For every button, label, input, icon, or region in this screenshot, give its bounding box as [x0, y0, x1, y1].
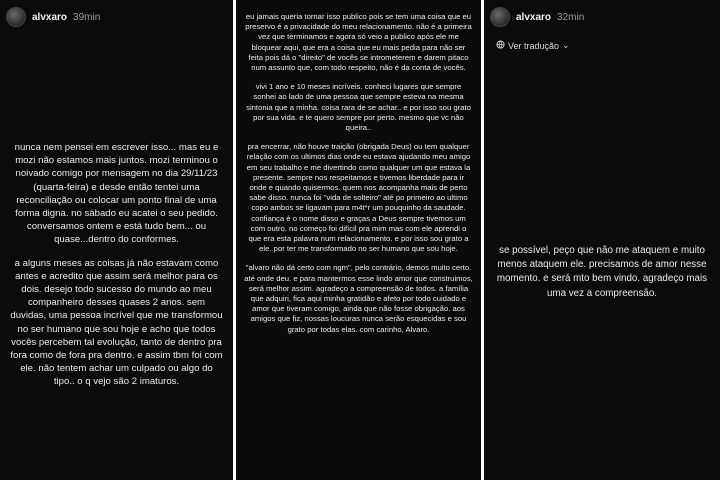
- translate-button[interactable]: [496, 40, 570, 51]
- post-time: 39min: [73, 11, 101, 23]
- chevron-down-icon: ⌄: [562, 40, 570, 50]
- username[interactable]: alvxaro: [516, 11, 552, 23]
- avatar[interactable]: [6, 7, 26, 27]
- avatar[interactable]: [490, 7, 510, 27]
- story-panel-middle[interactable]: [236, 0, 481, 480]
- story-header: [6, 7, 100, 27]
- translate-icon: [496, 40, 505, 51]
- story-paragraph: eu jamais queria tornar isso publico pois se tem uma coisa que eu preservo é a privacidade do meu relacionamento. não é a primeira vez que terminamos e agora só veio a publico após ele me bloquear aqui, que era a coisa que eu mais pedia para não ser feita pois dá o "direito" de vocês se intrometerem e darem pitaco num assunto que, com todo respeito, não é da conta de vocês.: [245, 12, 472, 73]
- translate-label: Ver tradução: [508, 40, 560, 51]
- post-time: 32min: [557, 11, 585, 23]
- story-text: [244, 12, 473, 344]
- story-paragraph: a alguns meses as coisas já não estavam como antes e acredito que assim será melhor para os dois. desejo todo sucesso do mundo ao meu companheiro desses quases 2 anos. sem duvidas, uma pessoa incrível que me transformou no ser humano que sou hoje e acho que todos vocês percebem tal evolução, tanto de dentro pra fora como de fora pra dentro. e assim tbm foi com ele. não tentem achar um culpado ou algo do tipo.. o q vejo são 2 imaturos.: [10, 257, 223, 388]
- story-text: [496, 244, 708, 311]
- story-panel-right[interactable]: [484, 0, 720, 480]
- story-paragraph: se possível, peço que não me ataquem e muito menos ataquem ele. precisamos de amor nesse momento. e será mto bem vindo. agradeço mais uma vez a compreensão.: [496, 245, 708, 299]
- story-panel-left[interactable]: [0, 0, 233, 480]
- story-paragraph: pra encerrar, não houve traição (obrigada Deus) ou tem qualquer relação com os ultimos dias onde eu estava ajudando meu amigo em seu trabalho e me divertindo como qualquer um que estava la presente. sempre nos respeitamos e tivemos liberdade para ir onde e quando quisermos. quem nos acompanha mais de perto sabe disso. nunca foi "vida de solteiro" até po primeiro ao ultimo copo ambos se ligavam para m4t*r um pouquinho da saudade. confiança é o nome disso e graças a Deus sempre tivemos um com outro. no começo foi difícil pra mim mas com ele aprendi o que era esta palavra num relacionamento. e por isso sou grato a ele. por ter me transformado no ser humano que sou hoje.: [246, 142, 471, 254]
- story-text: [10, 141, 223, 399]
- username[interactable]: alvxaro: [32, 11, 68, 23]
- story-paragraph: nunca nem pensei em escrever isso... mas eu e mozi não estamos mais juntos. mozi terminou o noivado comigo por mensagem no dia 29/11/23 (quarta-feira) e desde então tentei uma reconciliação ou colocar um ponto final de uma forma digna. no sábado eu acatei o seu pedido. conversamos ontem e está tudo bem... ou quase...dentro do conformes.: [14, 142, 219, 246]
- story-paragraph: "alvaro não dá certo com ngm", pelo contrário, demos muito certo. até onde deu. e para mantermos esse lindo amor que construimos, será melhor assim. agradeço a compreensão de todos. a família que adquiri, fica aqui minha gratidão e afeto por todo cuidado e amor que tiveram comigo, ainda que não fosse obrigação. aos amigos que fiz, nossas loucuras nunca serão esquecidas e sou grato por todas elas. com carinho, Alvaro.: [244, 263, 473, 334]
- story-paragraph: vivi 1 ano e 10 meses incríveis. conheci lugares que sempre sonhei ao lado de uma pessoa que sempre esteva na mesma sintonia que a minha. coisa rara de se achar.. e por isso sou grato por sua vida. e te quero sempre por perto. mesmo que vc não queira..: [246, 82, 471, 133]
- story-header: [490, 7, 584, 27]
